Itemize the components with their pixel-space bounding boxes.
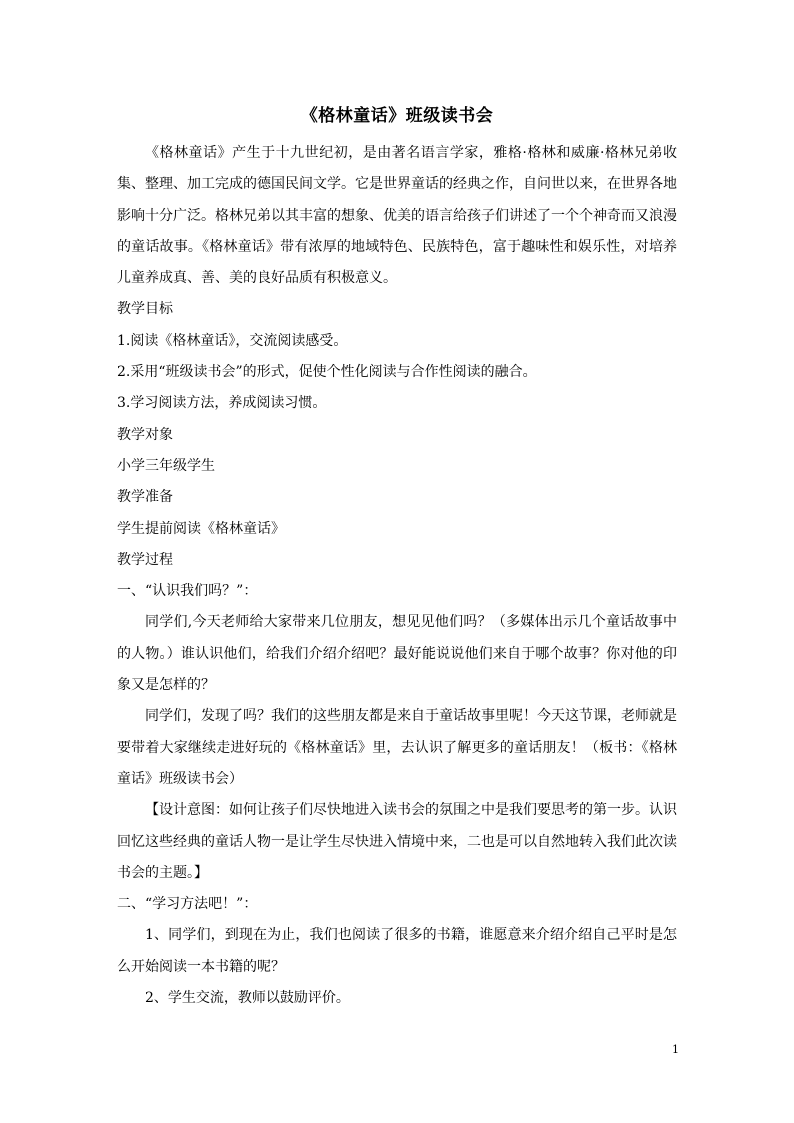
section-heading-process: 教学过程 <box>117 551 173 568</box>
step-two-item-1: 1、同学们，到现在为止，我们也阅读了很多的书籍，谁愿意来介绍介绍自己平时是怎么开始阅读一本书籍的呢？ <box>117 927 677 975</box>
step-one-paragraph-1: 同学们,今天老师给大家带来几位朋友，想见见他们吗？（多媒体出示几个童话故事中的人物。）谁认识他们，给我们介绍介绍吧？最好能说说他们来自于哪个故事？你对他的印象又是怎样的？ <box>117 614 677 694</box>
teaching-target-text: 小学三年级学生 <box>117 457 215 474</box>
step-one-heading: 一、“认识我们吗？”： <box>117 583 258 600</box>
intro-paragraph: 《格林童话》产生于十九世纪初，是由著名语言学家，雅格·格林和威廉·格林兄弟收集、整理、加工完成的德国民间文学。它是世界童话的经典之作，自问世以来，在世界各地影响十分广泛。格林兄弟以其丰富的想象、优美的语言给孩子们讲述了一个个神奇而又浪漫的童话故事。《格林童话》带有浓厚的地域特色、民族特色，富于趣味性和娱乐性，对培养儿童养成真、善、美的良好品质有积极意义。 <box>117 145 677 287</box>
step-two-heading: 二、“学习方法吧！”： <box>117 896 258 913</box>
section-heading-teaching-goals: 教学目标 <box>117 301 173 318</box>
goal-item-3: 3.学习阅读方法，养成阅读习惯。 <box>117 395 327 412</box>
preparation-text: 学生提前阅读《格林童话》 <box>117 520 285 537</box>
section-heading-preparation: 教学准备 <box>117 489 173 506</box>
step-two-item-2: 2、学生交流，教师以鼓励评价。 <box>145 990 350 1007</box>
step-one-paragraph-2: 同学们，发现了吗？我们的这些朋友都是来自于童话故事里呢！今天这节课，老师就是要带着大家继续走进好玩的《格林童话》里，去认识了解更多的童话朋友！（板书：《格林童话》班级读书会） <box>117 708 677 787</box>
page-number: 1 <box>672 1043 679 1056</box>
document-body <box>117 138 677 1014</box>
section-heading-teaching-target: 教学对象 <box>117 426 173 443</box>
document-title: 《格林童话》班级读书会 <box>300 106 494 126</box>
goal-item-2: 2.采用“班级读书会”的形式，促使个性化阅读与合作性阅读的融合。 <box>117 364 537 381</box>
goal-item-1: 1.阅读《格林童话》，交流阅读感受。 <box>117 332 348 349</box>
design-intent-paragraph: 【设计意图：如何让孩子们尽快地进入读书会的氛围之中是我们要思考的第一步。认识回忆这些经典的童话人物一是让学生尽快进入情境中来，二也是可以自然地转入我们此次读书会的主题。】 <box>117 802 677 881</box>
